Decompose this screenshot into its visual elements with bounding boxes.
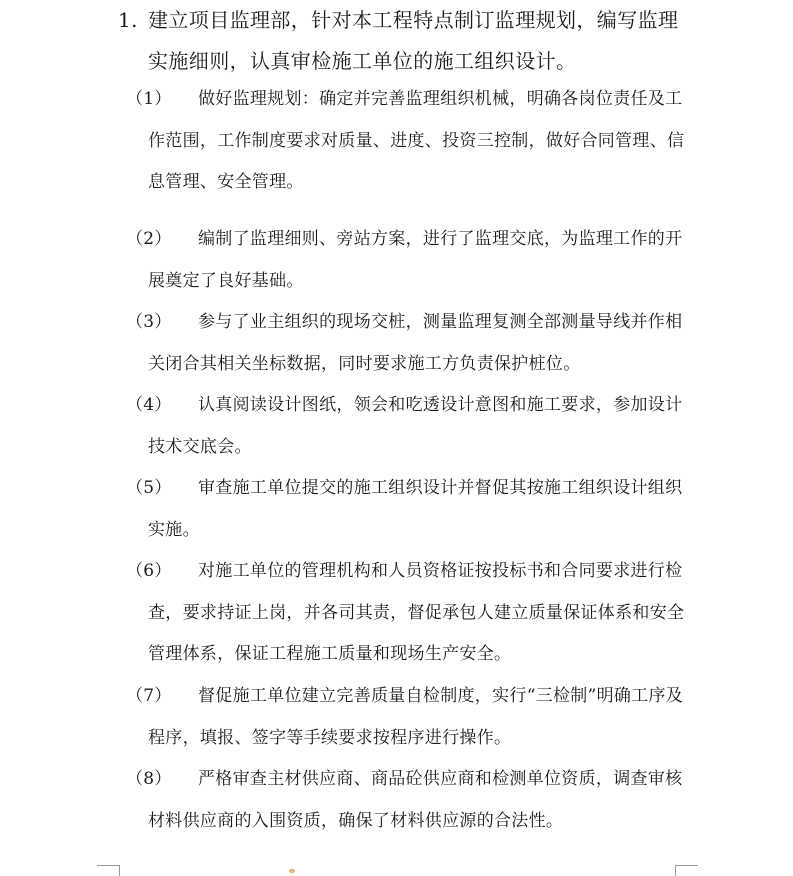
page-corner-mark-right (675, 865, 698, 876)
list-item-2 (126, 219, 686, 302)
item-number: （3） (126, 312, 172, 332)
item-number: （1） (126, 89, 172, 109)
item-text: 审查施工单位提交的施工组织设计并督促其按施工组织设计组织实施。 (148, 478, 683, 540)
item-text: 督促施工单位建立完善质量自检制度，实行“三检制”明确工序及程序，填报、签字等手续要求按程序进行操作。 (148, 686, 684, 748)
list-item-5 (126, 468, 686, 551)
list-item-7 (126, 676, 686, 759)
list-item-6 (126, 551, 686, 676)
item-text: 编制了监理细则、旁站方案，进行了监理交底，为监理工作的开展奠定了良好基础。 (148, 229, 683, 291)
item-number: （2） (126, 229, 172, 249)
item-text: 认真阅读设计图纸，领会和吃透设计意图和施工要求，参加设计技术交底会。 (148, 395, 683, 457)
item-text: 做好监理规划：确定并完善监理组织机械，明确各岗位责任及工作范围，工作制度要求对质量、进度、投资三控制，做好合同管理、信息管理、安全管理。 (148, 89, 685, 192)
item-text: 参与了业主组织的现场交桩，测量监理复测全部测量导线并作相关闭合其相关坐标数据，同时要求施工方负责保护桩位。 (148, 312, 683, 374)
cursor-mark (289, 869, 295, 873)
heading-number: 1. (118, 8, 138, 32)
list-item-3 (126, 302, 686, 385)
item-number: （5） (126, 478, 172, 498)
heading-text: 建立项目监理部，针对本工程特点制订监理规划，编写监理实施细则，认真审检施工单位的施工组织设计。 (148, 8, 679, 73)
item-number: （7） (126, 686, 172, 706)
item-text: 对施工单位的管理机构和人员资格证按投标书和合同要求进行检查，要求持证上岗，并各司其责，督促承包人建立质量保证体系和安全管理体系，保证工程施工质量和现场生产安全。 (148, 561, 685, 664)
item-number: （8） (126, 769, 172, 789)
item-number: （4） (126, 395, 172, 415)
list-item-4 (126, 385, 686, 468)
section-heading (118, 0, 688, 82)
list-item-8 (126, 759, 686, 842)
list-item-1 (126, 79, 686, 204)
item-text: 严格审查主材供应商、商品砼供应商和检测单位资质，调查审核材料供应商的入围资质，确保了材料供应源的合法性。 (148, 769, 683, 831)
page-corner-mark-left (97, 865, 120, 876)
item-number: （6） (126, 561, 172, 581)
